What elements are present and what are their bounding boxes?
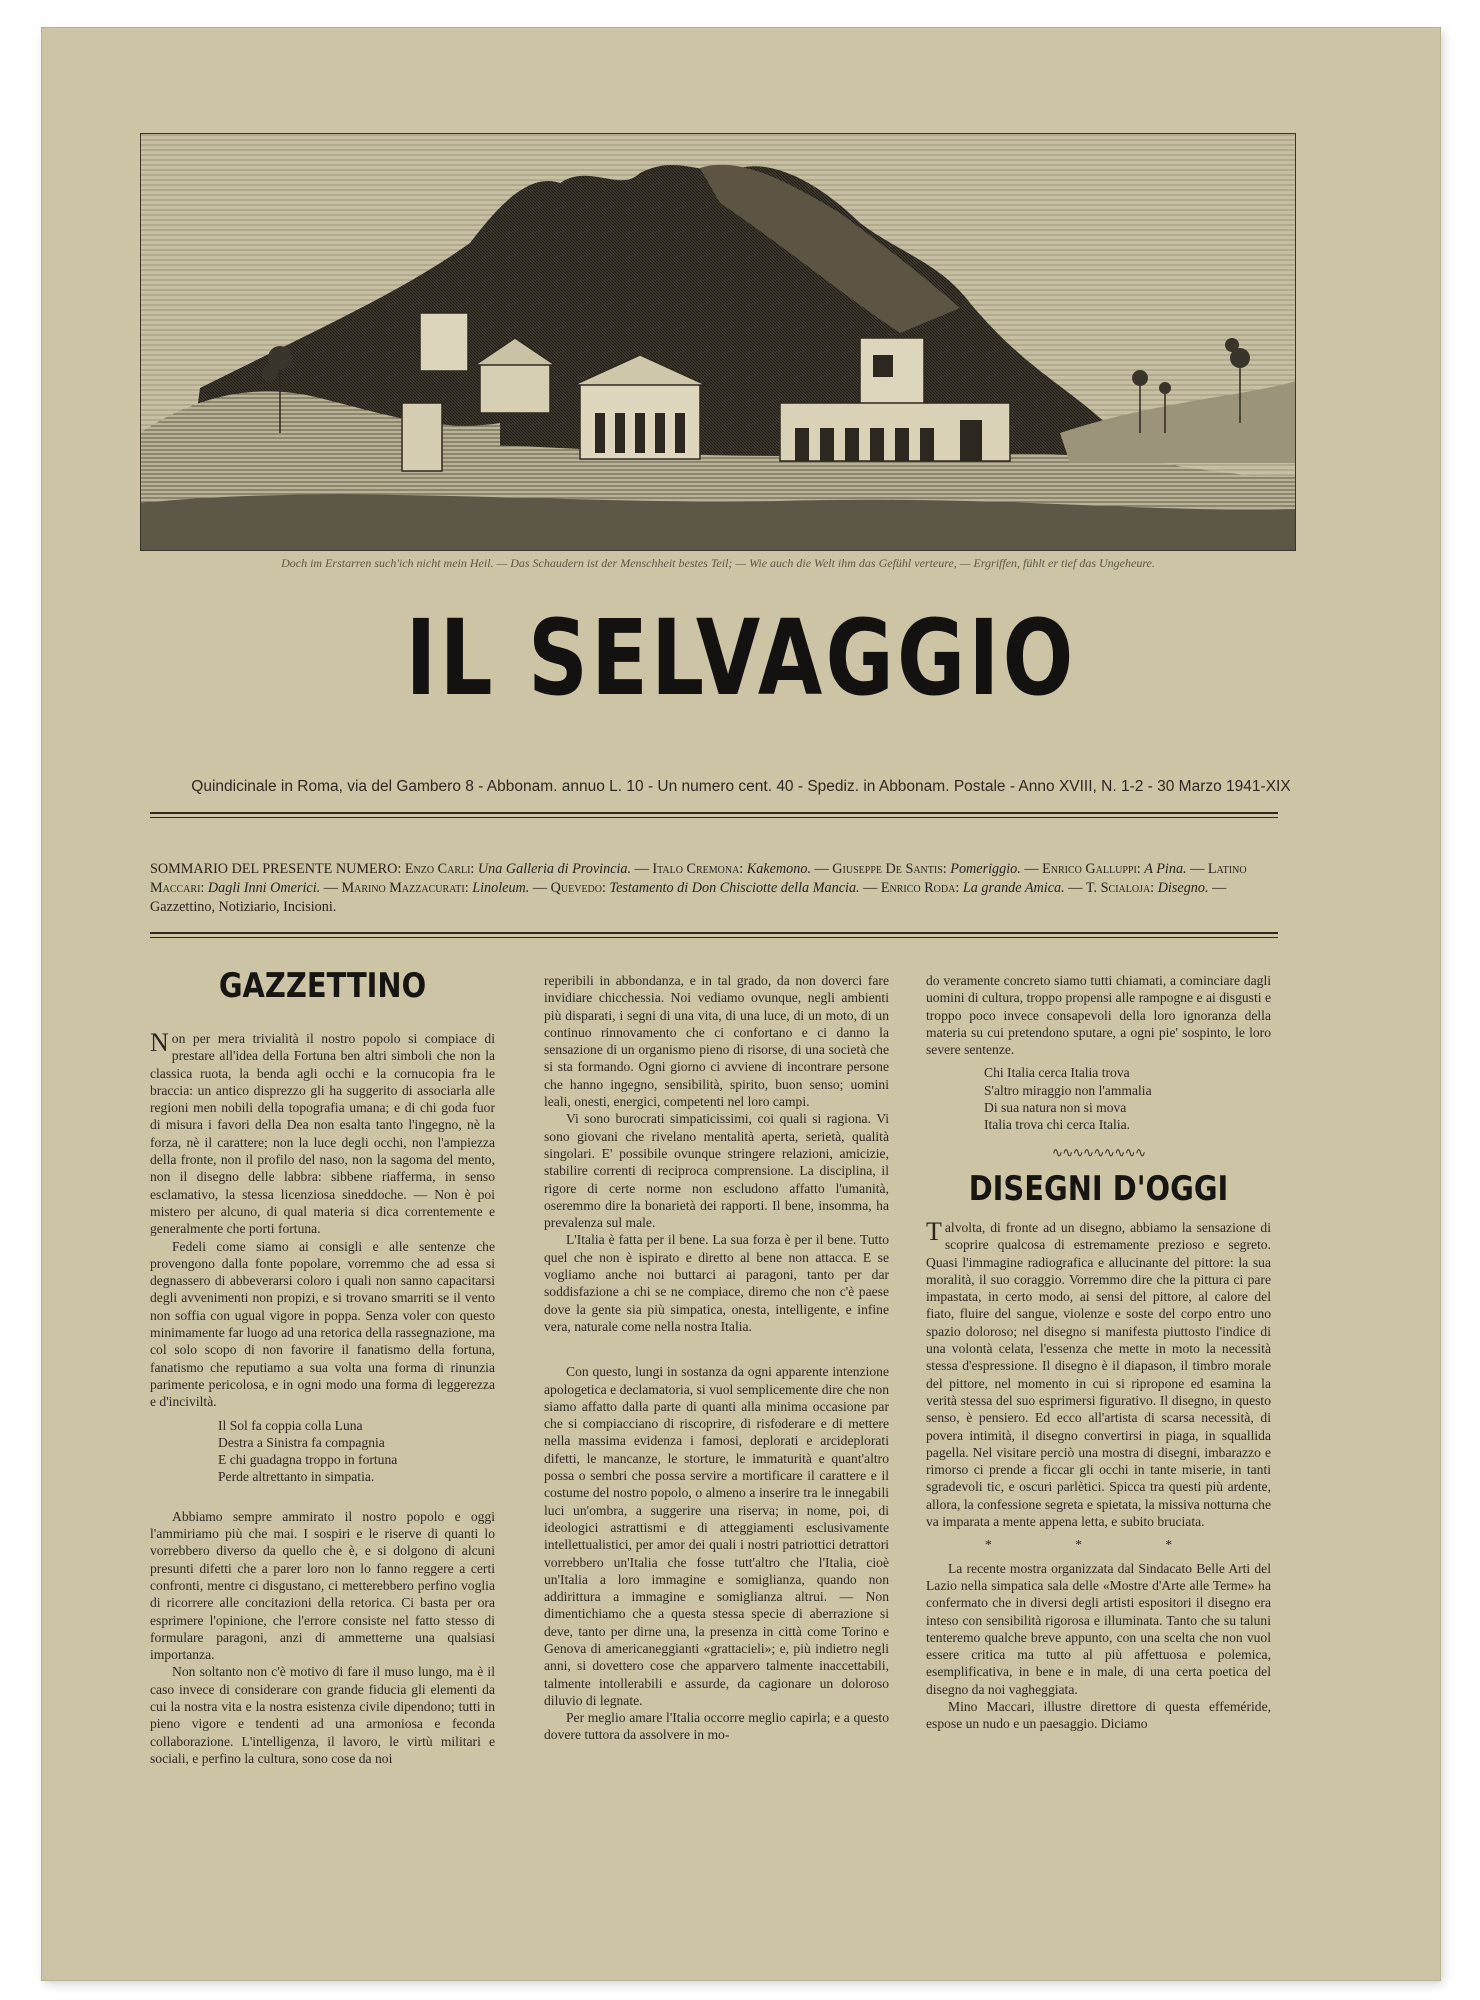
section-stars: * * * [984, 1537, 1213, 1553]
column-disegni [926, 972, 1271, 1733]
drop-cap: N [150, 1028, 169, 1057]
masthead-title: IL SELVAGGIO [405, 597, 1077, 719]
article-paragraph: L'Italia è fatta per il bene. La sua forza è per il bene. Tutto quel che non è ispirato e diretto al bene non attacca. E se vogliamo anche noi buttarci ai paragoni, tanto per dar soddisfazione a chi se ne compiace, diremo che non c'è paese dove la gente sia più simpatica, onesta, intelligente, e infine vera, naturale come nella nostra Italia. [544, 1232, 889, 1334]
top-rule [150, 812, 1278, 814]
summary-title: La grande Amica. [962, 880, 1065, 896]
verse-line: Destra a Sinistra fa compagnia [218, 1434, 385, 1450]
column-middle [544, 972, 889, 1744]
newspaper-page [42, 28, 1440, 1980]
summary-author: Italo Cremona: [652, 861, 744, 877]
table-of-contents [150, 860, 1278, 917]
summary-author: T. Scialoja: [1085, 880, 1155, 896]
summary-author: Enzo Carli: [404, 861, 475, 877]
column-gazzettino [150, 962, 495, 1767]
verse-line: Perde altrettanto in simpatia. [218, 1469, 375, 1485]
article-paragraph: Con questo, lungi in sostanza da ogni apparente intenzione apologetica e declamatoria, si vuol semplicemente dire che non siamo affatto dalla parte di quanti alla minima occasione par che si compiacciano di riscoprire, di risfoderare e di mettere nella massima evidenza i famosi, deplorati e arcideplorati difetti, le mancanze, le storture, le immaturità e quant'altro possa o sembri che possa servire a mortificare il carattere e il costume del nostro popolo, o almeno a inserire tra le innegabili luci un'ombra, a suggerire una riserva; in nome, poi, di ideologici astrattismi e di atteggiamenti esclusivamente intellettualistici, per amor dei quali i nostri patriottici detrattori vorrebbero un'Italia che fosse tutt'altro che l'Italia, cioè un'Italia a loro immagine e somiglianza, quando non addirittura a immagine e somiglianza altrui. — Non dimentichiamo che a questa stessa specie di aberrazione si deve, tanto per dirne una, la presenza in città come Torino e Genova di americaneggianti «grattacieli»; e, più indietro negli anni, si dovettero cose che apparvero talmente inaccettabili, talmente intollerabili e assurde, da cagionare un doloroso diluvio di legnate. [544, 1364, 889, 1708]
drop-cap: T [926, 1216, 942, 1246]
landscape-engraving [140, 133, 1296, 551]
summary-author: Quevedo: [550, 880, 606, 896]
summary-label: SOMMARIO DEL PRESENTE NUMERO: [150, 861, 402, 877]
summary-title: Linoleum. [472, 880, 530, 896]
summary-title: Disegno. [1157, 880, 1209, 896]
summary-title: Pomeriggio. [950, 861, 1021, 877]
bottom-rule [150, 932, 1278, 934]
summary-author: Enrico Roda: [880, 880, 960, 896]
disegni-heading: DISEGNI D'OGGI [968, 1168, 1229, 1209]
article-paragraph: Abbiamo sempre ammirato il nostro popolo e oggi l'ammiriamo più che mai. I sospiri e le riserve di quanti lo vorrebbero diverso da quello che è, e si dolgono di alcuni presunti difetti che a parer loro non lo fanno reggere a certi confronti, mentre ci disgustano, ci metterebbero perfino voglia di ricorrere alle concitazioni della retorica. Ci basta per ora esprimere l'opinione, che l'errore consiste nel fatto stesso di formulare paragoni, anzi di ammetterne una qualsiasi importanza. [150, 1508, 495, 1663]
article-paragraph: Mino Maccari, illustre direttore di questa effeméride, espose un nudo e un paesaggio. Diciamo [926, 1698, 1271, 1732]
summary-title: Kakemono. [746, 861, 812, 877]
article-paragraph: do veramente concreto siamo tutti chiamati, a cominciare dagli uomini di cultura, troppo propensi alle rampogne e ai disgusti e troppo poco invece consapevoli della loro ignoranza della materia su cui pretendono sputare, a ogni pie' sospinto, le loro severe sentenze. [926, 973, 1271, 1058]
gazzettino-heading: GAZZETTINO [218, 966, 427, 1006]
summary-author: Giuseppe De Santis: [832, 861, 947, 877]
article-paragraph: reperibili in abbondanza, e in tal grado, da non doverci fare invidiare chicchessia. Noi vediamo ovunque, negli ambienti più disparati, i segni di una vita, di una luce, di un moto, di un continuo rinnovamento che ci confortano e ci danno la sensazione di un organismo pieno di risorse, di una società che si sta formando. Ogni giorno ci avviene di incontrare persone che hanno ingegno, sensibilità, spirito, buon senso; uomini leali, onesti, energici, competenti nel loro campi. [544, 973, 889, 1110]
summary-title: A Pina. [1144, 861, 1187, 877]
verse-line: E chi guadagna troppo in fortuna [218, 1452, 398, 1468]
bottom-rule-thin [150, 937, 1278, 938]
article-paragraph: Fedeli come siamo ai consigli e alle sentenze che provengono dalla fonte popolare, vorremmo che ad essa si degnassero di abbeverarsi coloro i quali non sanno capacitarsi degli avvenimenti non propizi, e si trovano smarriti se il vento non soffia con ugual vigore in poppa. Senza voler con questo minimamente far luogo ad una retorica della rassegnazione, ma col solo scopo di non favorire il fanatismo della fortuna, fanatismo che reputiamo a sua volta una forma di rinunzia parimente pericolosa, e in ogni modo una forma di leggerezza e d'inciviltà. [150, 1238, 495, 1410]
summary-author: Marino Mazzacurati: [341, 880, 469, 896]
top-rule-thin [150, 817, 1278, 818]
verse-line: Di sua natura non si mova [984, 1100, 1127, 1116]
ornament-divider: ∿∿∿∿∿∿∿∿∿ [1051, 1144, 1146, 1160]
publication-info: Quindicinale in Roma, via del Gambero 8 - Abbonam. annuo L. 10 - Un numero cent. 40 - Spediz. in Abbonam. Postale - Anno XVIII, N. 1-2 - 30 Marzo 1941-XIX [191, 778, 1291, 795]
article-paragraph: Non per mera trivialità il nostro popolo si compiace di prestare all'idea della Fortuna ben altri simboli che non la classica ruota, la benda agli occhi e la cornucopia fra le braccia: un antico disprezzo gli ha suggerito di associarla alle regioni men nobili della topografia umana; e di chi goda fuor di misura i favori della Dea non esalta tanto l'ingegno, nè la forza, nè il carattere; non la luce degli occhi, non l'ampiezza della fronte, non il profilo del naso, non la sagoma del mento, non il disegno delle labbra: sibbene riafferma, in senso esclamativo, la stessa licenziosa sineddoche. — Non è poi mistero per alcuno, di qual materia si dica correntemente e generalmente che porti fortuna. [150, 1028, 495, 1237]
verse-line: S'altro miraggio non l'ammalia [984, 1082, 1152, 1098]
summary-title: Testamento di Don Chisciotte della Mancia. [609, 880, 860, 896]
article-paragraph: Non soltanto non c'è motivo di fare il muso lungo, ma è il caso invece di considerare con grande fiducia gli elementi da cui la nostra vita e la nostra esistenza civile dipendono; tutti in pieno vigore e tendenti ad una armoniosa e feconda collaborazione. L'intelligenza, il lavoro, le virtù militari e sociali, e perfino la cultura, sono cose da noi [150, 1664, 495, 1766]
summary-entries: Enzo Carli: Una Galleria di Provincia. — Italo Cremona: Kakemono. — Giuseppe De Santis: Pomeriggio. — Enrico Galluppi: A Pina. — Latino Maccari: Dagli Inni Omerici. — Marino Mazzacurati: Linoleum. — Quevedo: Testamento di Don Chisciotte della Mancia. — Enrico Roda: La grande Amica. — T. Scialoja: Disegno. — [150, 861, 1247, 896]
verse-block [150, 1417, 495, 1486]
summary-author: Enrico Galluppi: [1042, 861, 1141, 877]
summary-title: Una Galleria di Provincia. [477, 861, 632, 877]
engraving-caption: Doch im Erstarren such'ich nicht mein Heil. — Das Schaudern ist der Menschheit bestes Teil; — Wie auch die Welt ihm das Gefühl verteure, — Ergriffen, fühlt er tief das Ungeheure. [281, 556, 1155, 570]
article-paragraph: Per meglio amare l'Italia occorre meglio capirla; e a questo dovere tuttora da assolvere in mo- [544, 1710, 889, 1743]
verse-line: Italia trova chi cerca Italia. [984, 1117, 1131, 1133]
article-paragraph: Talvolta, di fronte ad un disegno, abbiamo la sensazione di scoprire qualcosa di estremamente prezioso e segreto. Quasi l'immagine radiografica e allucinante del pittore: la sua moralità, il suo coraggio. Vorremmo dire che la pittura ci pare impastata, in certo modo, ai sensi del pittore, al calore del fiato, fluire del sangue, violenze e soste del corpo entro uno spazio doloroso; nel disegno si manifesta piuttosto l'indice di una volontà celata, l'essenza che mette in moto la necessità stessa d'espressione. Il disegno è il diapason, il timbro morale del pittore, nel momento in cui si ripropone ed esamina la verità stessa del suo esprimersi figurativo. Il disegno, in questo senso, è pensiero. Ed ecco all'artista di scarsa necessità, di povera intimità, il disegno convertirsi in piaga, in squallida pagella. Nel visitare perciò una mostra di disegni, imbarazzo e rimorso ci prende a ficcar gli occhi in tante miserie, in tanti sgradevoli tic, e oscuri parlètici. Spicca tra questi più ardente, allora, la confessione segreta e spietata, la missiva notturna che va imparata a mente appena letta, e subito bruciata. [926, 1216, 1271, 1530]
verse-line: Chi Italia cerca Italia trova [984, 1065, 1130, 1081]
verse-line: Il Sol fa coppia colla Luna [218, 1417, 363, 1433]
verse-block [926, 1064, 1271, 1133]
article-paragraph: La recente mostra organizzata dal Sindacato Belle Arti del Lazio nella simpatica sala delle «Mostre d'Arte alle Terme» ha confermato che in diversi degli artisti espositori il disegno era inteso con sensibilità rigorosa e illuminata. Tanto che su taluni tenteremo qualche breve appunto, con una scelta che non vuol essere critica ma tutto al più affettuosa e polemica, esemplificativa, in bene e in male, di una certa poetica del disegno da noi vagheggiata. [926, 1560, 1271, 1697]
summary-author: Latino Maccari: [150, 861, 1247, 896]
article-paragraph: Vi sono burocrati simpaticissimi, coi quali si ragiona. Vi sono giovani che rivelano mentalità aperta, serietà, qualità singolari. E' possibile ovunque stringere relazioni, amicizie, stabilire correnti di reciproca comprensione. La disciplina, il rigore di certe norme non escludono affatto l'umanità, oseremmo dire la bonarietà dei rapporti. Il bene, insomma, ha prevalenza sul male. [544, 1111, 889, 1231]
summary-tail: Gazzettino, Notiziario, Incisioni. [150, 899, 337, 915]
summary-title: Dagli Inni Omerici. [207, 880, 321, 896]
